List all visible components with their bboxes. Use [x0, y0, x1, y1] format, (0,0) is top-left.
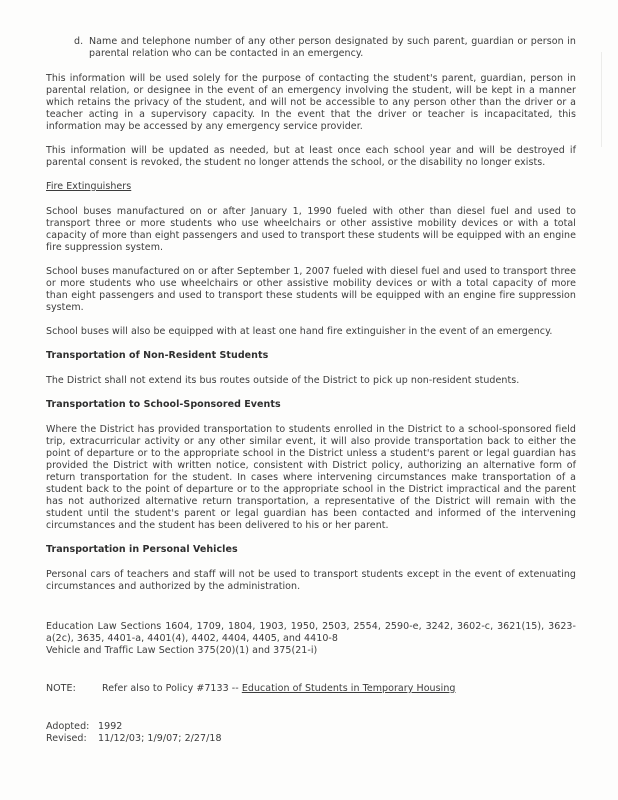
paragraph-personal-vehicles: Personal cars of teachers and staff will not be used to transport students except in the event of extenuating circumstances and authorized by the administration.: [46, 569, 576, 592]
adopted-row: [46, 721, 576, 733]
heading-fire-extinguishers: Fire Extinguishers: [46, 181, 132, 192]
paragraph-buses-2007: School buses manufactured on or after September 1, 2007 fueled with diesel fuel and used to transport three or more students who use wheelchairs or other assistive mobility devices or with a total capacity of more than eight passengers and used to transport these students will be equipped with an engine fire suppression system.: [46, 266, 576, 313]
paragraph-school-sponsored-events: Where the District has provided transportation to students enrolled in the District to a school-sponsored field trip, extracurricular activity or any other similar event, it will also provide transportation back to either the point of departure or to the appropriate school in the District unless a student's parent or legal guardian has provided the District with written notice, consistent with District policy, authorizing an alternative form of return transportation for the student. In cases where intervening circumstances make transportation of a student back to the point of departure or to the appropriate school in the District impractical and the parent has not authorized alternative return transportation, a representative of the District will remain with the student until the student's parent or legal guardian has been contacted and informed of the intervening circumstances and the student has been delivered to his or her parent.: [46, 424, 576, 531]
adopted-value: 1992: [98, 721, 123, 732]
revised-value: 11/12/03; 1/9/07; 2/27/18: [98, 733, 222, 744]
heading-personal-vehicles: Transportation in Personal Vehicles: [46, 544, 238, 555]
paragraph-hand-extinguisher: School buses will also be equipped with at least one hand fire extinguisher in the event of an emergency.: [46, 326, 553, 337]
note-label: NOTE:: [46, 683, 76, 694]
paragraph-information-use: This information will be used solely for the purpose of contacting the student's parent, guardian, person in parental relation, or designee in the event of an emergency involving the student, will be kept in a manner which retains the privacy of the student, and will not be accessible to any person other than the driver or a teacher acting in a supervisory capacity. In the event that the driver or teacher is incapacitated, this information may be accessed by any emergency service provider.: [46, 73, 576, 132]
adopted-label: Adopted:: [46, 721, 90, 732]
note-line: [46, 683, 576, 695]
paragraph-buses-1990: School buses manufactured on or after January 1, 1990 fueled with other than diesel fuel and used to transport three or more students who use wheelchairs or other assistive mobility devices or with a total capacity of more than eight passengers and used to transport these students will be equipped with an engine fire suppression system.: [46, 206, 576, 253]
paragraph-information-update: This information will be updated as needed, but at least once each school year and will be destroyed if parental consent is revoked, the student no longer attends the school, or the disability no longer exists.: [46, 145, 576, 168]
note-text: [102, 683, 455, 695]
citation-education-law: Education Law Sections 1604, 1709, 1804, 1903, 1950, 2503, 2554, 2590-e, 3242, 3602-c, 3621(15), 3623-a(2c), 3635, 4401-a, 4401(4), 4402, 4404, 4405, and 4410-8: [46, 621, 576, 644]
revised-label: Revised:: [46, 733, 87, 744]
adoption-stamp: [46, 721, 576, 745]
citation-vehicle-traffic-law: Vehicle and Traffic Law Section 375(20)(1) and 375(21-i): [46, 645, 318, 656]
note-reference-text: Refer also to Policy #7133 --: [102, 683, 242, 694]
note-gap: [84, 683, 102, 695]
note-policy-7133-reference: Education of Students in Temporary Housing: [241, 683, 456, 694]
heading-school-sponsored-events: Transportation to School-Sponsored Events: [46, 399, 281, 410]
heading-non-resident-students: Transportation of Non-Resident Students: [46, 350, 269, 361]
paragraph-non-resident: The District shall not extend its bus routes outside of the District to pick up non-resident students.: [46, 375, 520, 386]
revised-row: [46, 733, 576, 745]
list-item-marker: d.: [74, 36, 84, 47]
list-item-d: [74, 36, 576, 60]
list-item-text: Name and telephone number of any other person designated by such parent, guardian or person in parental relation who can be contacted in an emergency.: [89, 36, 576, 59]
legal-citations: [46, 621, 576, 657]
